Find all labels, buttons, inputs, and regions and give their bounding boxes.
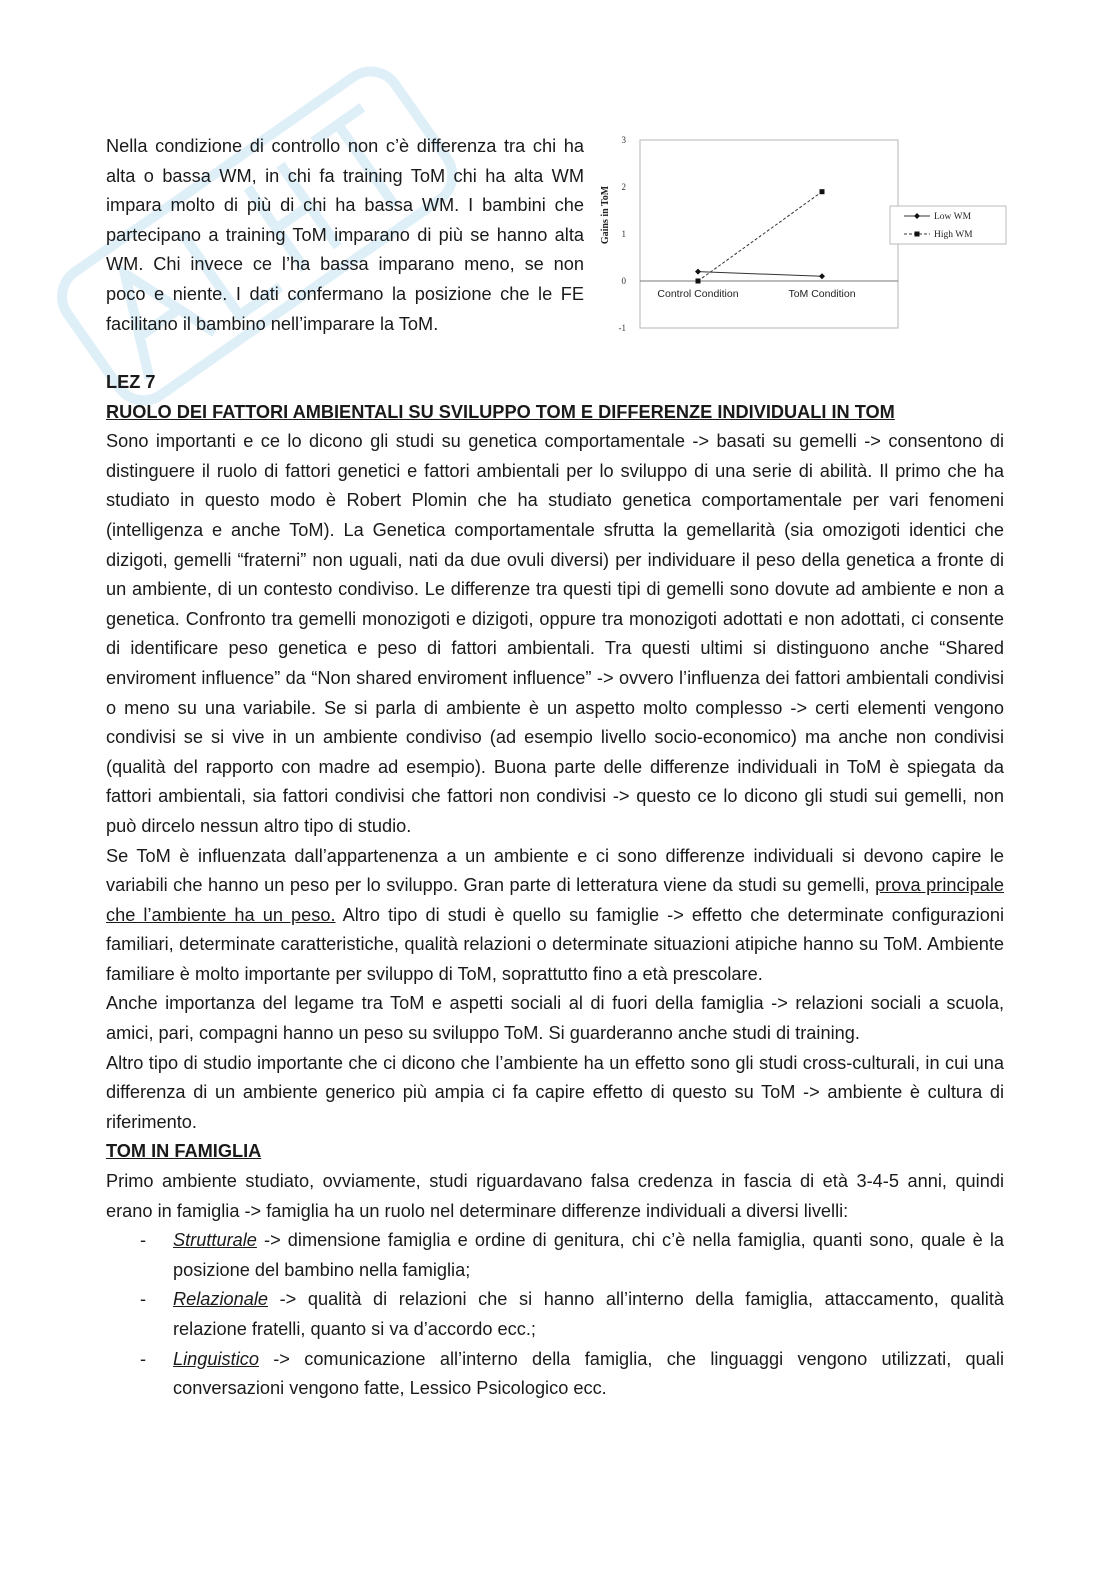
data-point-high-wm xyxy=(696,279,701,284)
paragraph: Sono importanti e ce lo dicono gli studi su genetica comportamentale -> basati su gemelli -> consentono di distinguere il ruolo di fattori genetici e fattori ambientali per lo sviluppo di una serie di abilità. Il primo che ha studiato in questo modo è Robert Plomin che ha studiato genetica comportamentale per vari fenomeni (intelligenza e anche ToM). La Genetica comportamentale sfrutta la gemellarità (sia omozigoti identici che dizigoti, gemelli “fraterni” non uguali, nati da due ovuli diversi) per individuare il peso della genetica a fronte di un ambiente, di un contesto condiviso. Le differenze tra questi tipi di gemelli sono dovute ad ambiente e non a genetica. Confronto tra gemelli monozigoti e dizigoti, oppure tra monozigoti adottati e non adottati, ci consente di identificare peso genetica e peso di fattori ambientali. Tra questi ultimi si distinguono anche “Shared enviroment influence” da “Non shared enviroment influence” -> ovvero l’influenza dei fattori ambientali condivisi o meno su una variabile. Se si parla di ambiente è un aspetto molto complesso -> certi elementi vengono condivisi se si vive in un ambiente condiviso (ad esempio livello socio-economico) ma anche non condivisi (qualità del rapporto con madre ad esempio). Buona parte delle differenze individuali in ToM è spiegata da fattori ambientali, sia fattori condivisi che fattori non condivisi -> questo ce lo dicono gli studi sui gemelli, non può dircelo nessun altro tipo di studio. xyxy=(106,431,1004,836)
wm-gains-chart xyxy=(594,128,1014,348)
list-text: -> comunicazione all’interno della famiglia, che linguaggi vengono utilizzati, quali conversazioni vengono fatte, Lessico Psicologico ecc. xyxy=(173,1348,1004,1399)
underlined-text: prova principale che l’ambiente ha un peso. xyxy=(106,875,1004,925)
paragraph: Anche importanza del legame tra ToM e aspetti sociali al di fuori della famiglia -> relazioni sociali a scuola, amici, pari, compagni hanno un peso su sviluppo ToM. Si guarderanno anche studi di training. xyxy=(106,993,1004,1044)
y-tick-label: 1 xyxy=(621,229,626,239)
data-point-high-wm xyxy=(820,189,825,194)
intro-paragraph: Nella condizione di controllo non c’è differenza tra chi ha alta o bassa WM, in chi fa training ToM chi ha alta WM impara molto di più di chi ha bassa WM. I bambini che partecipano a training ToM imparano di più se hanno alta WM. Chi invece ce l’ha bassa imparano meno, se non poco e niente. I dati confermano la posizione che le FE facilitano il bambino nell’imparare la ToM. xyxy=(106,136,584,334)
y-tick-label: 2 xyxy=(621,182,626,192)
legend-label-high-wm: High WM xyxy=(934,230,973,240)
x-category-label: ToM Condition xyxy=(788,288,856,300)
family-levels-list xyxy=(106,1226,1004,1404)
list-dash: - xyxy=(140,1230,147,1251)
list-dash: - xyxy=(140,1348,147,1369)
legend-label-low-wm: Low WM xyxy=(934,212,972,222)
x-category-label: Control Condition xyxy=(657,288,739,300)
paragraph-text: Altro tipo di studi è quello su famiglie -> effetto che determinate configurazioni familiari, determinate caratteristiche, qualità relazioni o determinate situazioni atipiche hanno su ToM. Ambiente familiare è molto importante per sviluppo di ToM, soprattutto fino a età prescolare. xyxy=(106,904,1004,984)
paragraph xyxy=(106,842,1004,990)
paragraph: Altro tipo di studio importante che ci dicono che l’ambiente ha un effetto sono gli studi cross-culturali, in cui una differenza di un ambiente generico più ampia ci fa capire effetto di questo su ToM -> ambiente è cultura di riferimento. xyxy=(106,1052,1004,1132)
paragraph-text: Se ToM è influenzata dall’appartenenza a un ambiente e ci sono differenze individuali si devono capire le variabili che hanno un peso per lo sviluppo. Gran parte di letteratura viene da studi su gemelli, xyxy=(106,845,1004,896)
list-term: Relazionale xyxy=(173,1289,269,1310)
list-item xyxy=(106,1345,1004,1404)
y-tick-label: 0 xyxy=(621,276,626,286)
list-item xyxy=(106,1285,1004,1344)
section-heading: RUOLO DEI FATTORI AMBIENTALI SU SVILUPPO TOM E DIFFERENZE INDIVIDUALI IN TOM xyxy=(106,401,895,422)
y-tick-label: -1 xyxy=(618,323,626,333)
lecture-label: LEZ 7 xyxy=(106,372,156,392)
list-item xyxy=(106,1226,1004,1285)
legend-marker-high-wm xyxy=(915,232,920,237)
y-axis-title: Gains in ToM xyxy=(600,185,611,245)
main-body xyxy=(106,368,1004,1404)
list-text: -> qualità di relazioni che si hanno all’interno della famiglia, attaccamento, qualità relazione fratelli, quanto si va d’accordo ecc.; xyxy=(173,1289,1004,1339)
y-tick-label: 3 xyxy=(621,135,626,145)
list-dash: - xyxy=(140,1289,147,1310)
list-term: Linguistico xyxy=(173,1348,259,1369)
list-term: Strutturale xyxy=(173,1230,257,1251)
section-heading: TOM IN FAMIGLIA xyxy=(106,1141,262,1162)
list-text: -> dimensione famiglia e ordine di genitura, chi c’è nella famiglia, quanti sono, quale è la posizione del bambino nella famiglia; xyxy=(173,1230,1004,1280)
paragraph: Primo ambiente studiato, ovviamente, studi riguardavano falsa credenza in fascia di età 3-4-5 anni, quindi erano in famiglia -> famiglia ha un ruolo nel determinare differenze individuali a diversi livelli: xyxy=(106,1171,1004,1221)
